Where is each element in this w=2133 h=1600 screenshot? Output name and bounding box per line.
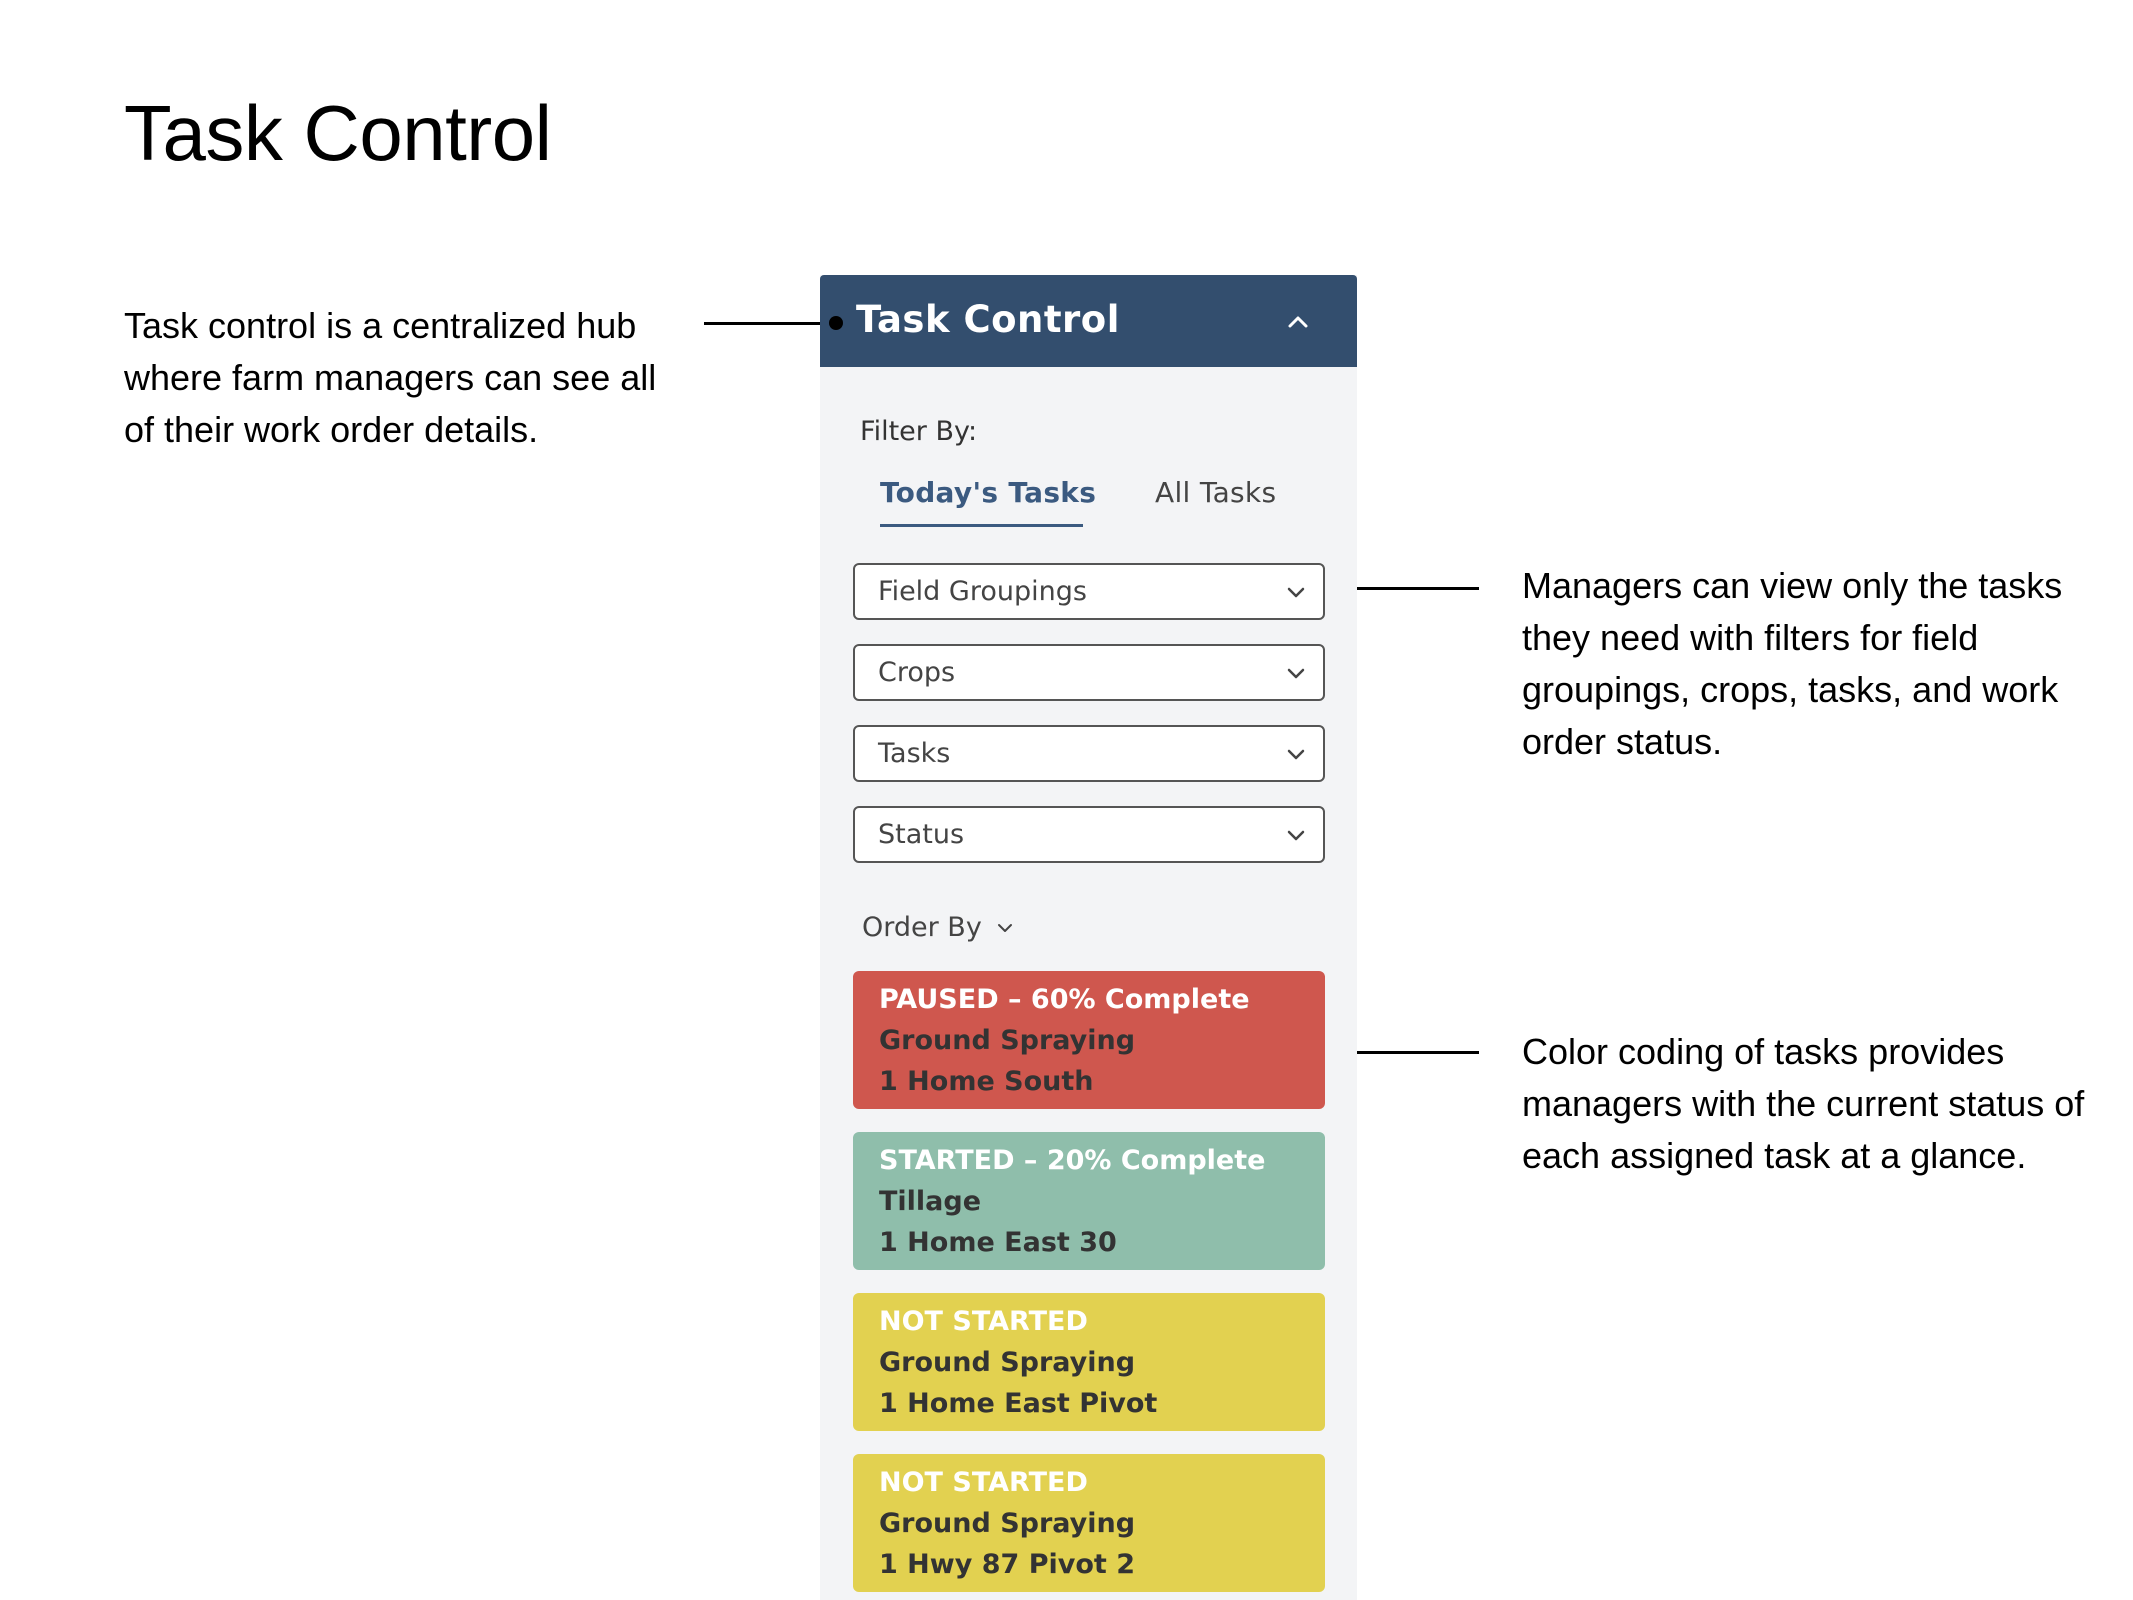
panel-title: Task Control [856, 298, 1120, 341]
select-label: Field Groupings [878, 576, 1087, 607]
connector-line-filters [1347, 587, 1479, 590]
task-field: 1 Home East Pivot [879, 1388, 1158, 1419]
select-label: Tasks [878, 738, 951, 769]
task-type: Ground Spraying [879, 1347, 1136, 1378]
chevron-down-icon [1285, 664, 1307, 682]
annotation-line: groupings, crops, tasks, and work [1522, 669, 2059, 710]
task-status: PAUSED – 60% Complete [879, 984, 1250, 1015]
active-tab-indicator [880, 524, 1083, 527]
page-title: Task Control [124, 89, 552, 177]
annotation-line: Task control is a centralized hub [124, 305, 637, 346]
task-type: Ground Spraying [879, 1025, 1136, 1056]
task-status: STARTED – 20% Complete [879, 1145, 1266, 1176]
task-type: Ground Spraying [879, 1508, 1136, 1539]
order-by-label: Order By [862, 912, 982, 943]
annotation-line: managers with the current status of [1522, 1083, 2085, 1124]
annotation-line: order status. [1522, 721, 1723, 762]
task-card-not-started[interactable] [853, 1454, 1325, 1592]
select-label: Crops [878, 657, 956, 688]
chevron-down-icon [1285, 745, 1307, 763]
task-card-started[interactable] [853, 1132, 1325, 1270]
tab-all-tasks[interactable]: All Tasks [1155, 476, 1277, 509]
order-by-dropdown[interactable] [862, 910, 1014, 946]
task-card-paused[interactable] [853, 971, 1325, 1109]
chevron-down-icon [1285, 583, 1307, 601]
annotation-hub [124, 300, 656, 456]
tab-todays-tasks[interactable]: Today's Tasks [880, 476, 1097, 509]
select-label: Status [878, 819, 965, 850]
collapse-button[interactable] [1281, 305, 1315, 339]
annotation-colors [1522, 1026, 2084, 1182]
annotation-line: they need with filters for field [1522, 617, 1979, 658]
tasks-select[interactable] [853, 725, 1325, 782]
annotation-line: each assigned task at a glance. [1522, 1135, 2027, 1176]
panel-header [820, 275, 1357, 367]
annotation-filters [1522, 560, 2062, 768]
task-type: Tillage [879, 1186, 982, 1217]
chevron-down-icon [996, 921, 1014, 935]
filter-by-label: Filter By: [860, 416, 978, 447]
chevron-up-icon [1281, 305, 1315, 339]
task-status: NOT STARTED [879, 1467, 1088, 1498]
task-field: 1 Home East 30 [879, 1227, 1117, 1258]
connector-line-hub [704, 322, 836, 325]
task-field: 1 Hwy 87 Pivot 2 [879, 1549, 1135, 1580]
task-card-not-started[interactable] [853, 1293, 1325, 1431]
connector-line-colors [1347, 1051, 1479, 1054]
field-groupings-select[interactable] [853, 563, 1325, 620]
task-status: NOT STARTED [879, 1306, 1088, 1337]
annotation-line: Managers can view only the tasks [1522, 565, 2063, 606]
annotation-line: Color coding of tasks provides [1522, 1031, 2005, 1072]
task-field: 1 Home South [879, 1066, 1094, 1097]
crops-select[interactable] [853, 644, 1325, 701]
task-control-panel [820, 275, 1357, 1600]
status-select[interactable] [853, 806, 1325, 863]
annotation-line: of their work order details. [124, 409, 539, 450]
annotation-line: where farm managers can see all [124, 357, 657, 398]
chevron-down-icon [1285, 826, 1307, 844]
connector-dot-hub [829, 316, 843, 330]
